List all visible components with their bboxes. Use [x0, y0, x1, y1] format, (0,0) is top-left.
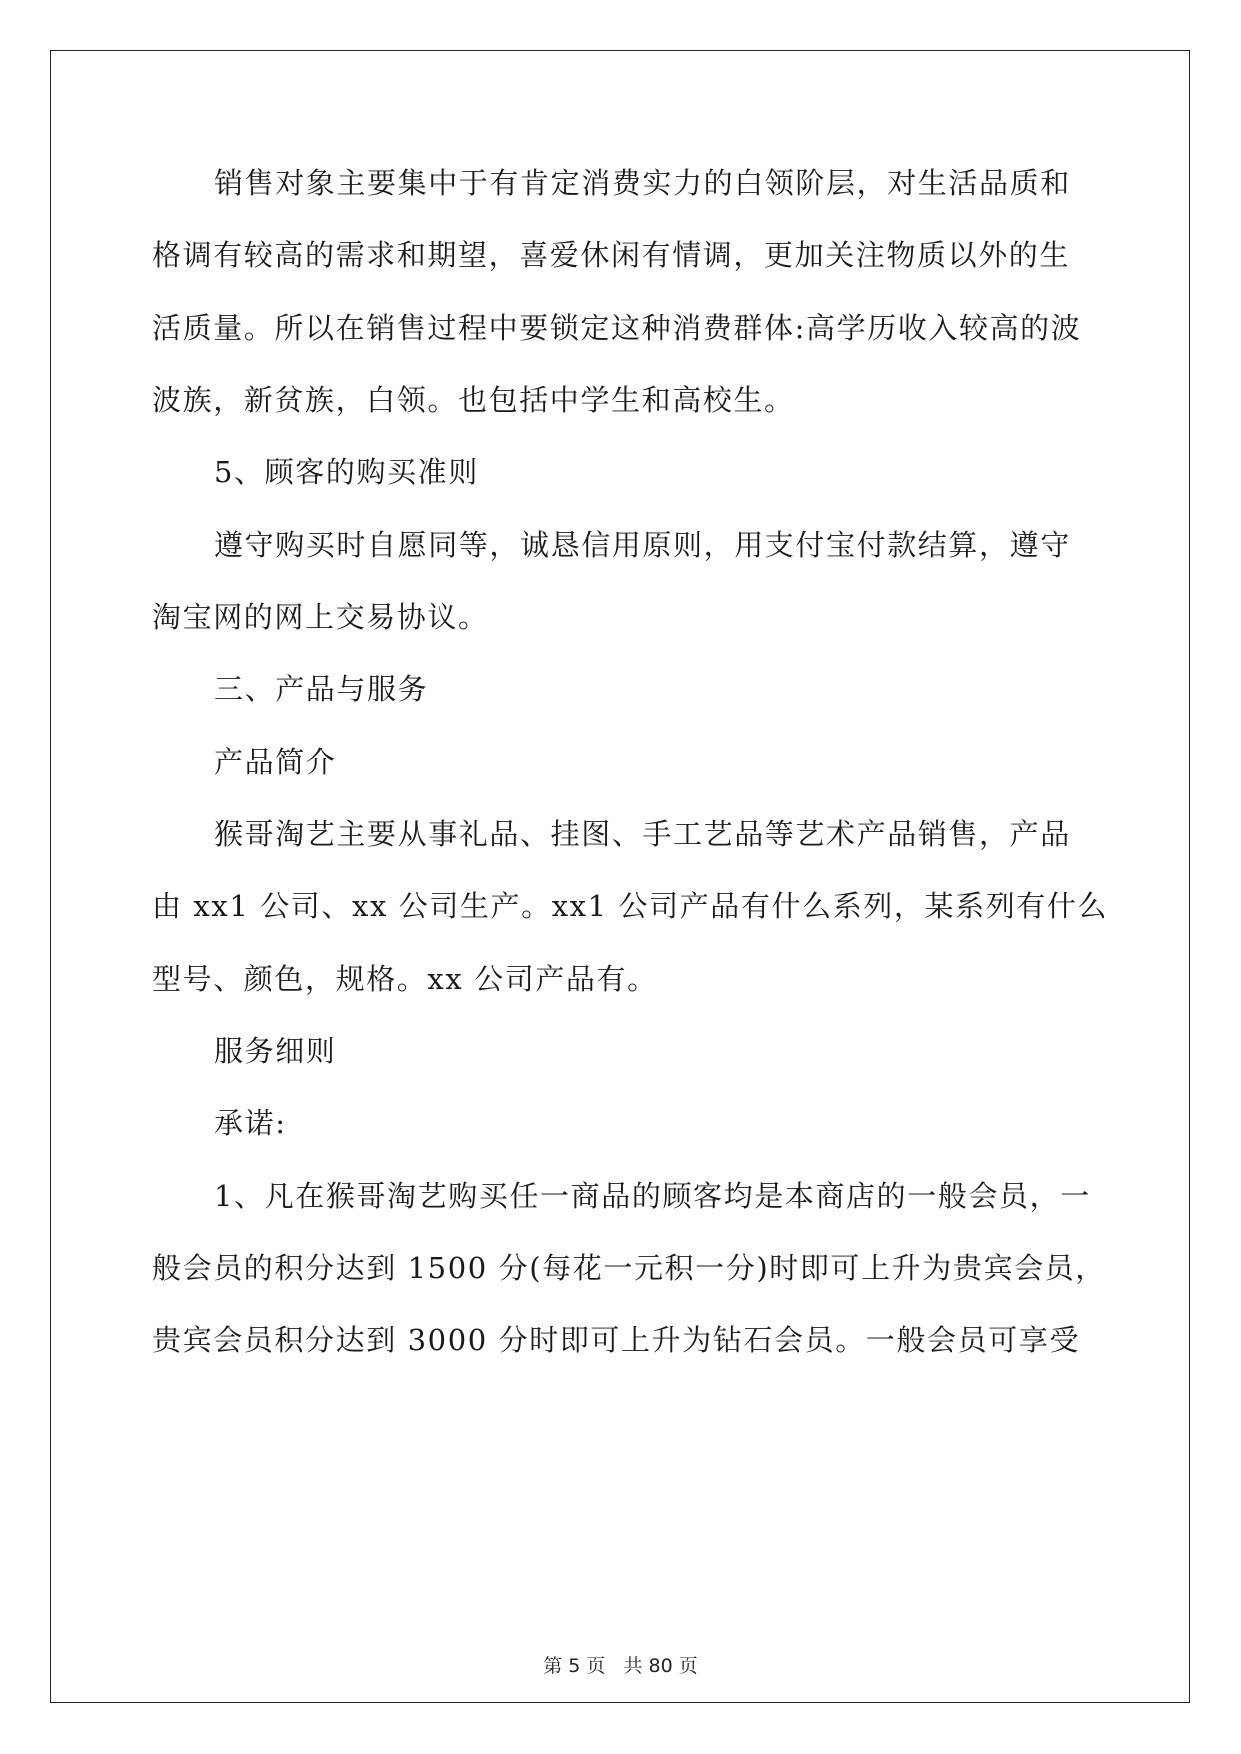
paragraph-line: 销售对象主要集中于有肯定消费实力的白领阶层，对生活品质和	[214, 166, 1071, 200]
paragraph-line: 遵守购买时自愿同等，诚恳信用原则，用支付宝付款结算，遵守	[214, 528, 1071, 562]
page-total: 共 80 页	[623, 1655, 698, 1677]
paragraph-line: 猴哥淘艺主要从事礼品、挂图、手工艺品等艺术产品销售，产品	[214, 817, 1071, 851]
paragraph-line: 般会员的积分达到 1500 分(每花一元积一分)时即可上升为贵宾会员，	[152, 1251, 1106, 1285]
paragraph-line: 格调有较高的需求和期望，喜爱休闲有情调，更加关注物质以外的生	[152, 238, 1071, 272]
page-footer	[0, 1651, 1241, 1678]
page-border	[50, 50, 1190, 1703]
paragraph-line: 活质量。所以在销售过程中要锁定这种消费群体:高学历收入较高的波	[152, 311, 1082, 345]
page-number: 第 5 页	[543, 1655, 606, 1677]
paragraph-line: 1、凡在猴哥淘艺购买任一商品的顾客均是本商店的一般会员，一	[214, 1179, 1091, 1213]
section-heading: 服务细则	[214, 1034, 337, 1068]
section-heading: 承诺:	[214, 1106, 287, 1140]
section-heading: 三、产品与服务	[214, 672, 429, 706]
paragraph-line: 由 xx1 公司、xx 公司生产。xx1 公司产品有什么系列，某系列有什么	[152, 889, 1109, 923]
paragraph-line: 型号、颜色，规格。xx 公司产品有。	[152, 962, 658, 996]
paragraph-line: 淘宝网的网上交易协议。	[152, 600, 489, 634]
section-heading: 产品简介	[214, 745, 337, 779]
paragraph-line: 贵宾会员积分达到 3000 分时即可上升为钻石会员。一般会员可享受	[152, 1323, 1081, 1357]
section-heading: 5、顾客的购买准则	[214, 455, 479, 489]
paragraph-line: 波族，新贫族，白领。也包括中学生和高校生。	[152, 383, 795, 417]
